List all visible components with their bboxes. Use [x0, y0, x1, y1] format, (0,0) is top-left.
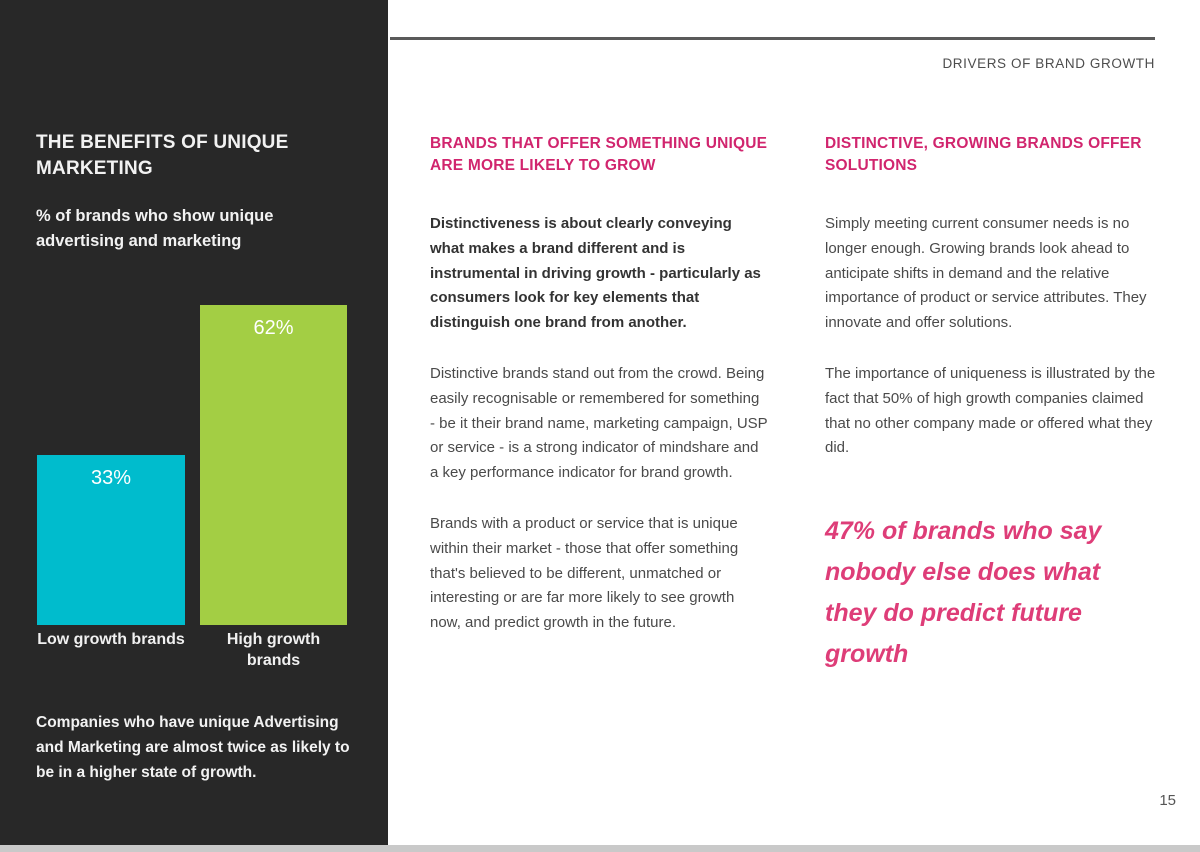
page-number: 15 [1159, 792, 1176, 809]
chart-subtitle: % of brands who show unique advertising and marketing [36, 207, 274, 250]
sidebar-panel [0, 0, 388, 845]
column-heading: DISTINCTIVE, GROWING BRANDS OFFER SOLUTIONS [825, 135, 1142, 174]
sidebar-footer-note: Companies who have unique Advertising and Marketing are almost twice as likely to be in a higher state of growth. [36, 714, 350, 782]
column-brands-unique [430, 133, 768, 662]
paragraph: Brands with a product or service that is unique within their market - those that offer something that's believed to be different, unmatched or interesting or are far more likely to see growth now, and predict growth in the future. [430, 515, 739, 631]
bar-category-label: Low growth brands [37, 631, 185, 648]
paragraph: The importance of uniqueness is illustrated by the fact that 50% of high growth companies claimed that no other company made or offered what they did. [825, 365, 1156, 457]
header-rule [390, 37, 1155, 40]
slide-bottom-edge [0, 845, 1200, 852]
bar-chart [37, 305, 348, 625]
paragraph: Simply meeting current consumer needs is no longer enough. Growing brands look ahead to anticipate shifts in demand and the relative importance of product or service attributes. They innovate and offer solutions. [825, 215, 1147, 331]
paragraph: Distinctive brands stand out from the crowd. Being easily recognisable or remembered for something - be it their brand name, marketing campaign, USP or service - is a strong indicator of mindshare and a key performance indicator for brand growth. [430, 365, 768, 481]
sidebar-title: THE BENEFITS OF UNIQUE MARKETING [36, 132, 289, 179]
paragraph: Distinctiveness is about clearly conveying what makes a brand different and is instrumental in driving growth - particularly as consumers look for key elements that distinguish one brand from another. [430, 215, 761, 331]
bar-low-growth [37, 455, 185, 625]
bar-high-growth [200, 305, 347, 625]
column-distinctive-brands [825, 133, 1160, 675]
bar-value-label: 62% [253, 317, 294, 339]
pull-quote: 47% of brands who say nobody else does what they do predict future growth [825, 516, 1102, 668]
bar-category-label: High growth brands [226, 631, 321, 669]
column-heading: BRANDS THAT OFFER SOMETHING UNIQUE ARE MORE LIKELY TO GROW [430, 135, 768, 174]
running-header: DRIVERS OF BRAND GROWTH [942, 56, 1155, 71]
bar-value-label: 33% [90, 467, 132, 489]
